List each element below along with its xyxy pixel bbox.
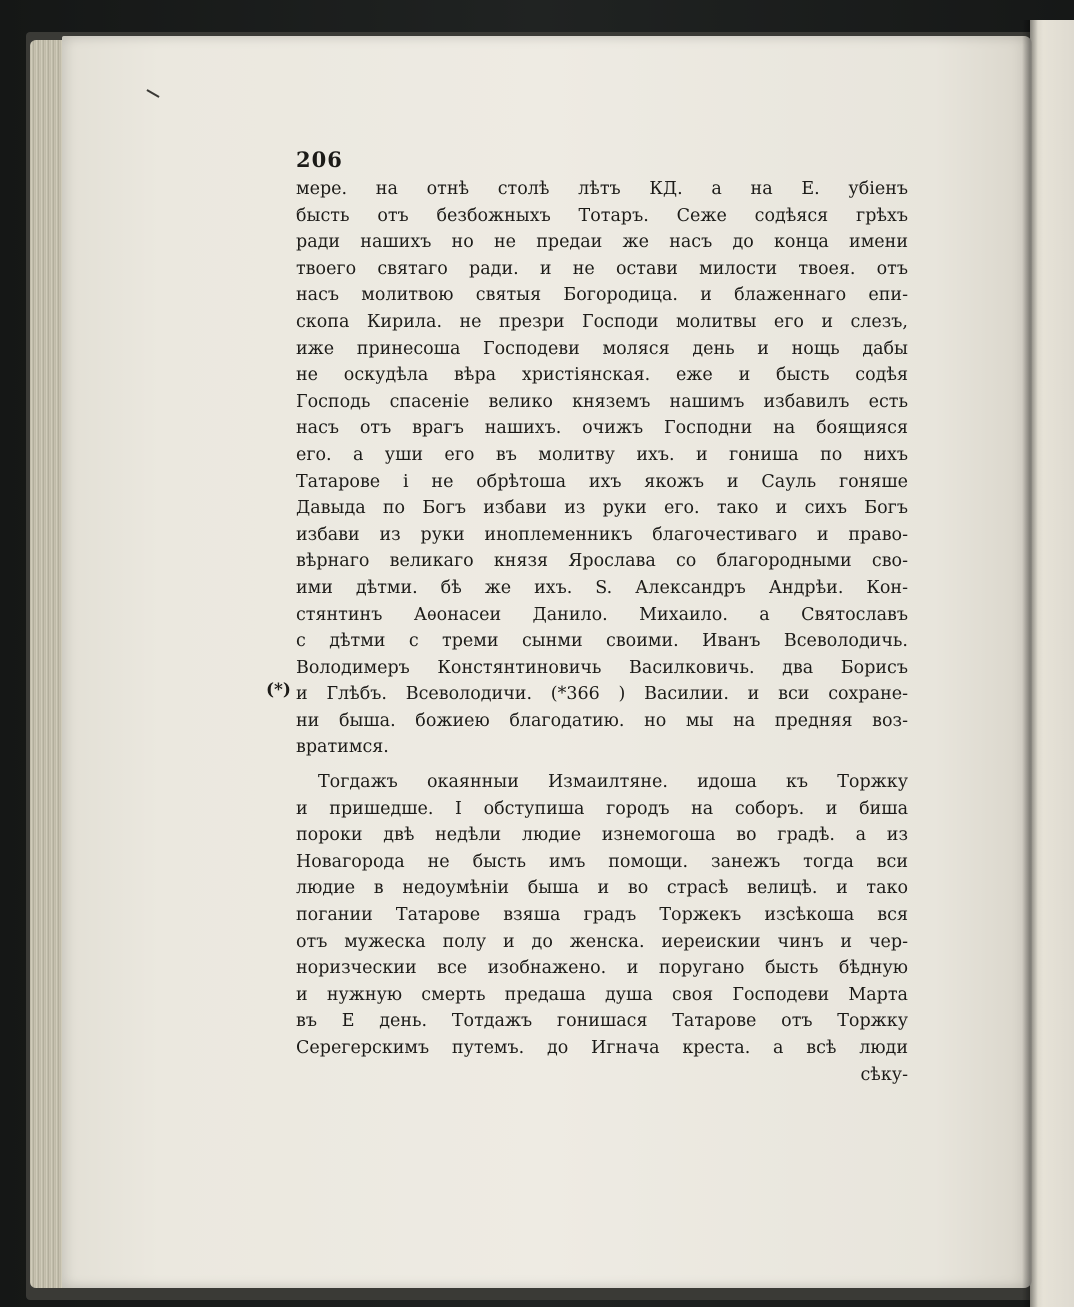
text-line: и Глѣбъ. Всеволодичи. (*366 ) Василии. и вси сохране- — [296, 684, 908, 705]
text-line: мере. на отнѣ столѣ лѣтъ КД. а на Е. убіенъ — [296, 179, 908, 199]
text-line: скопа Кирила. не презри Господи молитвы его и слезъ, — [296, 311, 908, 332]
text-line: норизческии все изобнажено. и поругано бысть бѣдную — [296, 958, 908, 979]
text-line: отъ мужеска полу и до женска. иереискии чинъ и чер- — [296, 931, 908, 952]
catchword: сѣку- — [860, 1064, 908, 1085]
text-line: его. а уши его въ молитву ихъ. и гониша по нихъ — [296, 444, 908, 465]
text-line: ими дѣтми. бѣ же ихъ. S. Александръ Андрѣи. Кон- — [296, 577, 908, 598]
text-line: насъ отъ врагъ нашихъ. очижъ Господни на боящияся — [296, 418, 908, 439]
text-line: бысть отъ безбожныхъ Тотаръ. Сеже содѣяся грѣхъ — [296, 205, 908, 226]
text-line: ради нашихъ но не предаи же насъ до конца имени — [296, 232, 908, 253]
text-line: Татарове і не обрѣтоша ихъ якожъ и Сауль гоняше — [296, 471, 908, 492]
paragraph-2 — [296, 769, 908, 1062]
text-line: погании Татарове взяша градъ Торжекъ изсѣкоша вся — [296, 905, 908, 926]
text-block — [296, 146, 908, 1088]
text-line: въ Е день. Тотдажъ гонишася Татарове отъ Торжку — [296, 1011, 908, 1032]
text-line: вратимся. — [296, 737, 389, 758]
text-line: ни быша. божиею благодатию. но мы на предняя воз- — [296, 710, 908, 731]
text-line: вѣрнаго великаго князя Ярослава со благородными сво- — [296, 551, 908, 572]
text-line: не оскудѣла вѣра христіянская. еже и бысть содѣя — [296, 365, 908, 386]
text-line: и пришедше. І обступиша городъ на соборъ. и биша — [296, 798, 908, 819]
text-line: Володимеръ Констянтиновичь Василковичь. два Борисъ — [296, 657, 908, 678]
margin-note: (*) — [266, 680, 291, 700]
text-line: Серегерскимъ путемъ. до Игнача креста. а всѣ люди — [296, 1038, 908, 1058]
text-line: твоего святаго ради. и не остави милости твоея. отъ — [296, 258, 908, 279]
text-line: насъ молитвою святыя Богородица. и блаженнаго епи- — [296, 285, 908, 306]
spine-shadow — [1022, 20, 1038, 1307]
text-line: Тогдажъ окаянныи Измаилтяне. идоша къ Торжку — [318, 772, 908, 793]
text-line: пороки двѣ недѣли людие изнемогоша во градѣ. а из — [296, 825, 908, 846]
text-line: людие в недоумѣніи быша и во страсѣ велицѣ. и тако — [296, 878, 908, 899]
text-line: и нужную смерть предаша душа своя Господеви Марта — [296, 984, 908, 1005]
paragraph-1 — [296, 176, 908, 761]
text-line: Давыда по Богъ избави из руки его. тако и сихъ Богъ — [296, 498, 908, 519]
text-line: с дѣтми с треми сынми своими. Иванъ Всеволодичь. — [296, 631, 908, 652]
text-line: иже принесоша Господеви моляся день и нощь дабы — [296, 338, 908, 359]
text-line: избави из руки иноплеменникъ благочестиваго и право- — [296, 524, 908, 545]
text-line: стянтинъ Аѳонасеи Данило. Михаило. а Святославъ — [296, 604, 908, 625]
text-line: Господь спасеніе велико княземъ нашимъ избавилъ есть — [296, 391, 908, 412]
corner-mark — [142, 89, 159, 105]
text-line: Новагорода не бысть имъ помощи. занежъ тогда вси — [296, 851, 908, 872]
page-number: 206 — [296, 147, 343, 172]
